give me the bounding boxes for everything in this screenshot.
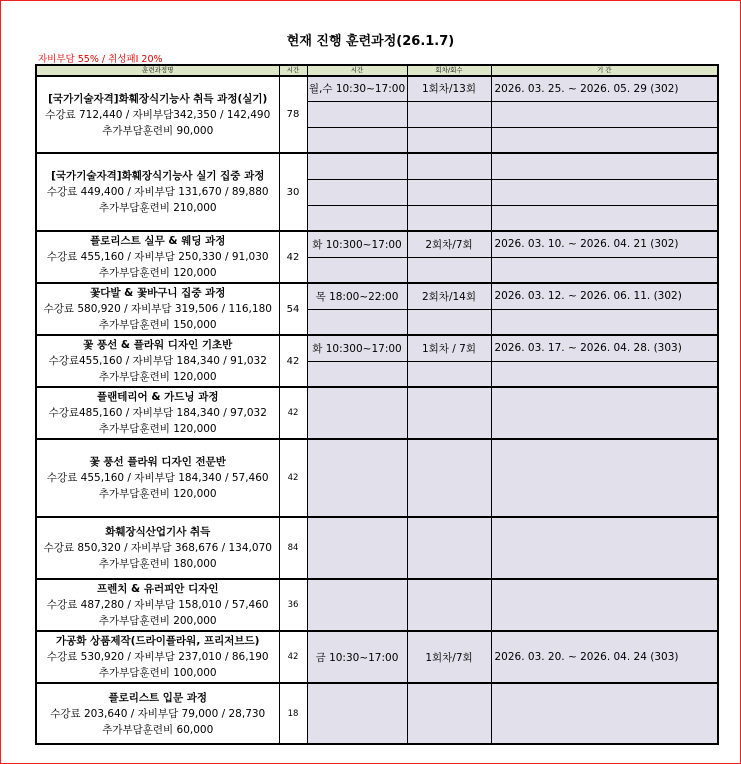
schedule-time — [307, 683, 407, 744]
course-hours: 42 — [279, 335, 307, 387]
schedule-session: 2회차/7회 — [407, 231, 491, 257]
course-fee: 수강료 203,640 / 자비부담 79,000 / 28,730 — [50, 707, 266, 720]
course-info-cell — [36, 579, 279, 631]
header-session: 회차/회수 — [407, 65, 491, 76]
course-info-cell — [36, 439, 279, 517]
table-row — [36, 683, 718, 744]
schedule-time: 금 10:30~17:00 — [307, 631, 407, 683]
schedule-period — [491, 683, 718, 744]
header-period: 기 간 — [491, 65, 718, 76]
course-name: 가공화 상품제작(드라이플라워, 프리저브드) — [56, 635, 260, 647]
schedule-period — [491, 127, 718, 153]
schedule-period — [491, 517, 718, 579]
course-name: [국가기술자격]화훼장식기능사 실기 집중 과정 — [51, 170, 265, 182]
course-info-cell — [36, 683, 279, 744]
course-fee: 수강료 455,160 / 자비부담 184,340 / 57,460 — [46, 472, 269, 484]
course-hours: 30 — [279, 153, 307, 231]
course-name: 플랜테리어 & 가드닝 과정 — [96, 391, 219, 403]
schedule-session — [407, 257, 491, 283]
course-extra-fee: 추가부담훈련비 200,000 — [98, 615, 217, 627]
schedule-session — [407, 153, 491, 179]
course-hours: 42 — [279, 387, 307, 439]
course-fee: 수강료485,160 / 자비부담 184,340 / 97,032 — [48, 407, 267, 419]
course-name: 플로리스트 실무 & 웨딩 과정 — [90, 235, 226, 247]
course-name: 화훼장식산업기사 취득 — [105, 526, 211, 538]
course-extra-fee: 추가부담훈련비 210,000 — [98, 202, 217, 214]
course-fee: 수강료455,160 / 자비부담 184,340 / 91,032 — [48, 355, 267, 367]
course-hours: 18 — [279, 683, 307, 744]
table-row — [36, 517, 718, 579]
schedule-period: 2026. 03. 12. ~ 2026. 06. 11. (302) — [491, 283, 718, 309]
course-extra-fee: 추가부담훈련비 90,000 — [102, 124, 214, 137]
schedule-time — [307, 439, 407, 517]
course-extra-fee: 추가부담훈련비 180,000 — [98, 558, 217, 570]
course-info-cell — [36, 631, 279, 683]
course-hours: 42 — [279, 231, 307, 283]
schedule-session — [407, 387, 491, 439]
schedule-time — [307, 179, 407, 205]
schedule-time — [307, 153, 407, 179]
table-row — [36, 387, 718, 439]
schedule-period — [491, 153, 718, 179]
course-extra-fee: 추가부담훈련비 150,000 — [98, 319, 217, 331]
course-extra-fee: 추가부담훈련비 120,000 — [98, 267, 217, 279]
course-extra-fee: 추가부담훈련비 120,000 — [98, 423, 217, 435]
schedule-period — [491, 179, 718, 205]
course-info-cell — [36, 231, 279, 283]
course-hours: 36 — [279, 579, 307, 631]
course-fee: 수강료 530,920 / 자비부담 237,010 / 86,190 — [46, 651, 269, 663]
schedule-session — [407, 127, 491, 153]
schedule-time — [307, 517, 407, 579]
course-table-body — [36, 76, 718, 744]
course-extra-fee: 추가부담훈련비 120,000 — [98, 371, 217, 383]
table-row — [36, 335, 718, 361]
schedule-time: 월,수 10:30~17:00 — [307, 76, 407, 101]
course-name: 플로리스트 입문 과정 — [108, 691, 208, 704]
schedule-time — [307, 361, 407, 387]
course-extra-fee: 추가부담훈련비 100,000 — [98, 667, 217, 679]
course-name: 꽃 풍선 플라워 디자인 전문반 — [89, 456, 226, 468]
table-header-row — [36, 65, 718, 76]
course-extra-fee: 추가부담훈련비 120,000 — [98, 488, 217, 500]
course-info-cell — [36, 335, 279, 387]
course-name: 꽃 풍선 & 플라워 디자인 기초반 — [83, 339, 233, 351]
course-hours: 78 — [279, 76, 307, 153]
course-info-cell — [36, 153, 279, 231]
schedule-session — [407, 683, 491, 744]
table-row — [36, 231, 718, 257]
schedule-time — [307, 101, 407, 127]
schedule-time — [307, 309, 407, 335]
schedule-session — [407, 179, 491, 205]
schedule-session: 1회차 / 7회 — [407, 335, 491, 361]
schedule-period — [491, 257, 718, 283]
schedule-session — [407, 361, 491, 387]
schedule-period: 2026. 03. 10. ~ 2026. 04. 21 (302) — [491, 231, 718, 257]
table-row — [36, 439, 718, 517]
course-table — [35, 64, 719, 745]
course-hours: 42 — [279, 439, 307, 517]
table-row — [36, 631, 718, 683]
table-row — [36, 579, 718, 631]
schedule-time — [307, 205, 407, 231]
table-row — [36, 153, 718, 179]
schedule-period: 2026. 03. 25. ~ 2026. 05. 29 (302) — [491, 76, 718, 101]
schedule-period — [491, 361, 718, 387]
header-hours: 시간 — [279, 65, 307, 76]
schedule-time: 목 18:00~22:00 — [307, 283, 407, 309]
course-fee: 수강료 580,920 / 자비부담 319,506 / 116,180 — [43, 303, 272, 315]
schedule-time: 화 10:300~17:00 — [307, 231, 407, 257]
page-title: 현재 진행 훈련과정(26.1.7) — [286, 34, 455, 49]
course-name: 꽃다발 & 꽃바구니 집중 과정 — [90, 287, 226, 299]
schedule-time — [307, 579, 407, 631]
course-fee: 수강료 455,160 / 자비부담 250,330 / 91,030 — [46, 251, 269, 263]
course-hours: 54 — [279, 283, 307, 335]
schedule-session — [407, 579, 491, 631]
course-hours: 42 — [279, 631, 307, 683]
course-hours: 84 — [279, 517, 307, 579]
schedule-period — [491, 205, 718, 231]
ratio-note: 자비부담 55% / 취성패Ⅰ 20% — [38, 54, 163, 65]
schedule-period — [491, 387, 718, 439]
course-fee: 수강료 449,400 / 자비부담 131,670 / 89,880 — [46, 186, 269, 198]
header-course: 훈련과정명 — [36, 65, 279, 76]
schedule-period — [491, 101, 718, 127]
header-time: 시간 — [307, 65, 407, 76]
schedule-period — [491, 439, 718, 517]
course-info-cell — [36, 283, 279, 335]
schedule-session — [407, 439, 491, 517]
schedule-session — [407, 205, 491, 231]
schedule-time — [307, 387, 407, 439]
schedule-period — [491, 579, 718, 631]
schedule-time — [307, 127, 407, 153]
schedule-session: 2회차/14회 — [407, 283, 491, 309]
course-fee: 수강료 850,320 / 자비부담 368,676 / 134,070 — [43, 542, 272, 554]
schedule-time: 화 10:300~17:00 — [307, 335, 407, 361]
schedule-period: 2026. 03. 20. ~ 2026. 04. 24 (303) — [491, 631, 718, 683]
course-name: [국가기술자격]화훼장식기능사 취득 과정(실기) — [48, 92, 268, 105]
schedule-time — [307, 257, 407, 283]
course-fee: 수강료 487,280 / 자비부담 158,010 / 57,460 — [46, 599, 269, 611]
schedule-session: 1회차/7회 — [407, 631, 491, 683]
course-name: 프렌치 & 유러피안 디자인 — [96, 583, 219, 595]
table-row — [36, 76, 718, 101]
schedule-session — [407, 517, 491, 579]
table-row — [36, 283, 718, 309]
schedule-session: 1회차/13회 — [407, 76, 491, 101]
course-fee: 수강료 712,440 / 자비부담342,350 / 142,490 — [45, 108, 271, 121]
course-info-cell — [36, 76, 279, 153]
schedule-period — [491, 309, 718, 335]
schedule-period: 2026. 03. 17. ~ 2026. 04. 28. (303) — [491, 335, 718, 361]
course-info-cell — [36, 387, 279, 439]
schedule-session — [407, 101, 491, 127]
course-extra-fee: 추가부담훈련비 60,000 — [102, 723, 214, 736]
course-info-cell — [36, 517, 279, 579]
schedule-session — [407, 309, 491, 335]
